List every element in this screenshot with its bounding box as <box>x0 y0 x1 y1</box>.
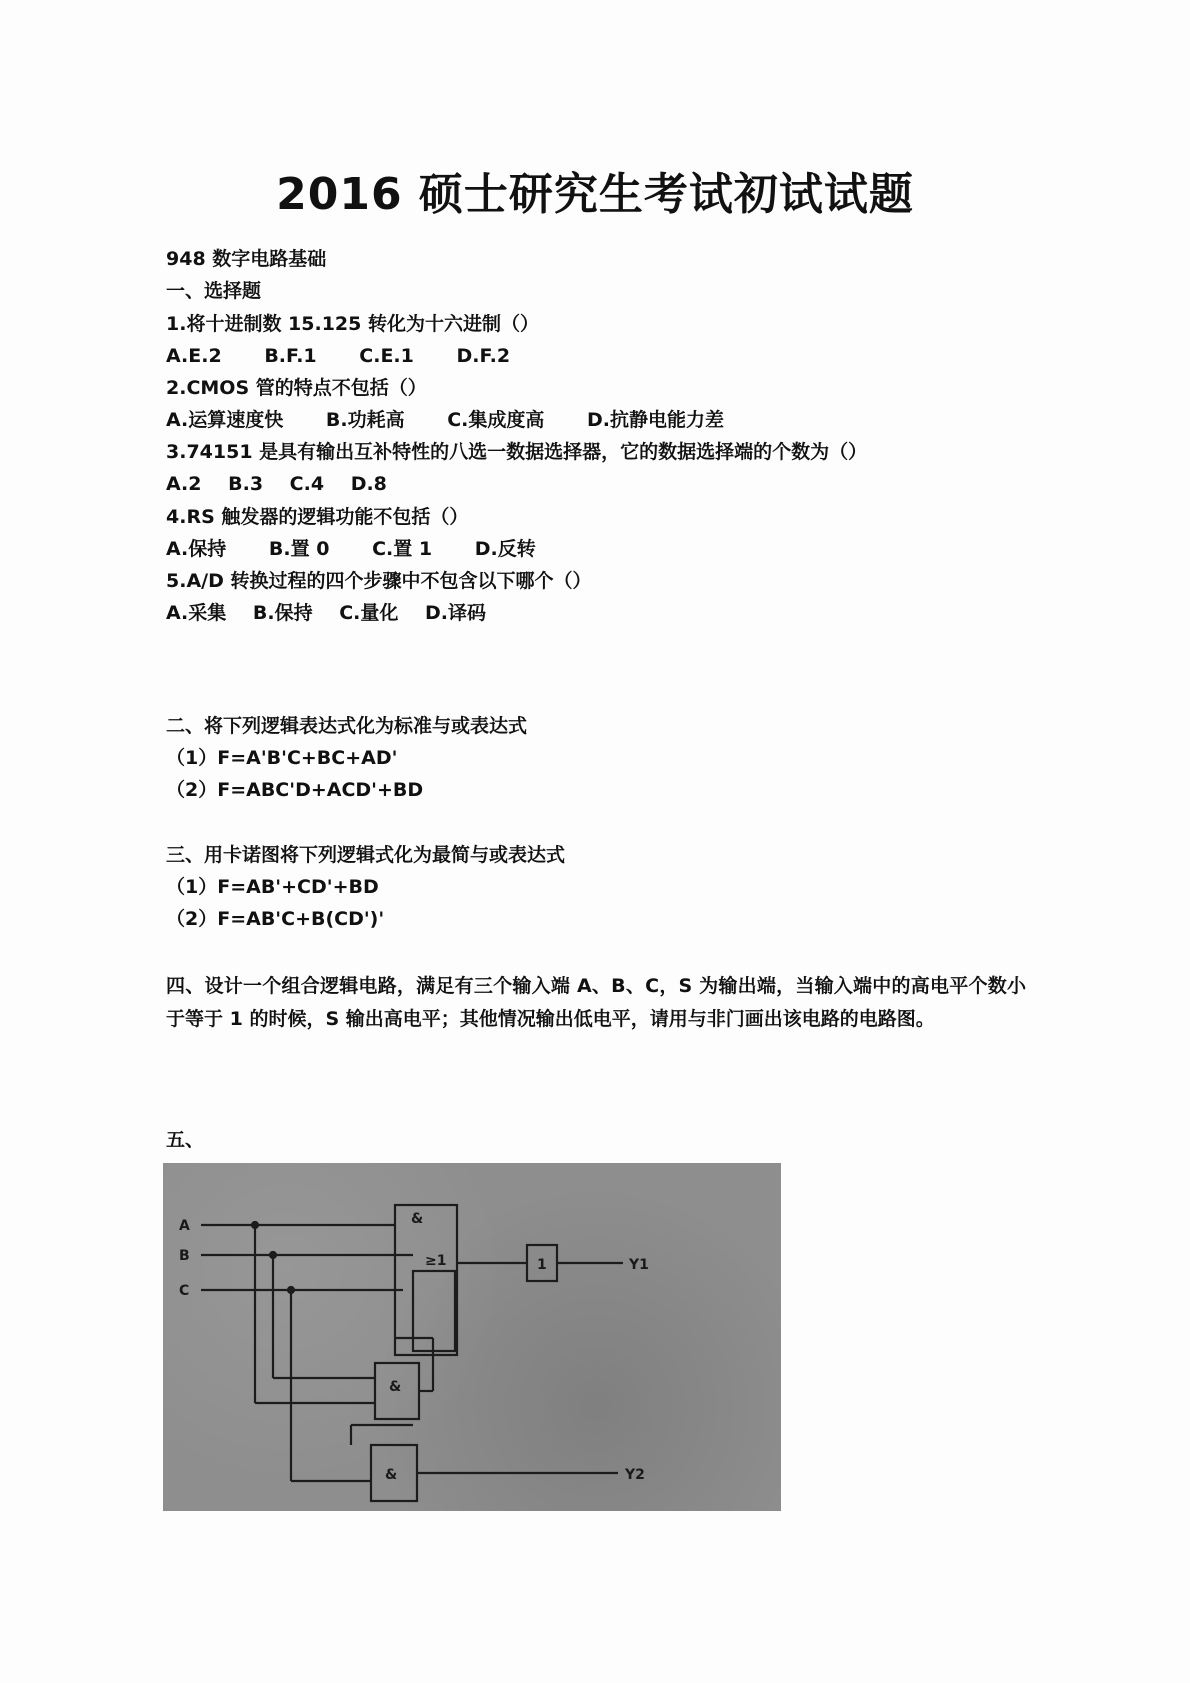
output-y2-label: Y2 <box>625 1467 645 1483</box>
option: C.量化 <box>339 602 399 624</box>
question-3-options <box>166 472 407 496</box>
option: A.2 <box>166 473 202 495</box>
option: A.运算速度快 <box>166 409 284 431</box>
option: B.F.1 <box>264 345 317 367</box>
option: A.保持 <box>166 538 227 560</box>
question-4: 4.RS 触发器的逻辑功能不包括（） <box>166 506 469 528</box>
option: C.置 1 <box>372 538 433 560</box>
section3-item-1: （1）F=AB'+CD'+BD <box>166 876 379 898</box>
section2-item-2: （2）F=ABC'D+ACD'+BD <box>166 779 424 801</box>
question-1-options <box>166 344 546 368</box>
input-b-label: B <box>179 1248 190 1264</box>
input-c-label: C <box>179 1283 190 1299</box>
question-5: 5.A/D 转换过程的四个步骤中不包含以下哪个（） <box>166 570 592 592</box>
option: D.译码 <box>425 602 487 624</box>
circuit-figure <box>163 1163 781 1511</box>
option: B.保持 <box>252 602 313 624</box>
section2-item-1: （1）F=A'B'C+BC+AD' <box>166 747 398 769</box>
option: B.3 <box>228 473 264 495</box>
input-a-label: A <box>179 1218 190 1234</box>
option: D.反转 <box>474 538 536 560</box>
option: D.抗静电能力差 <box>587 409 725 431</box>
gate-symbol: & <box>411 1211 424 1227</box>
circuit-diagram <box>163 1163 781 1511</box>
option: B.置 0 <box>268 538 330 560</box>
gate-symbol: & <box>385 1467 398 1483</box>
section4-text: 四、设计一个组合逻辑电路，满足有三个输入端 A、B、C，S 为输出端，当输入端中的高电平个数小于等于 1 的时候，S 输出高电平；其他情况输出低电平，请用与非门画出该电路的电路图。 <box>166 975 1026 1030</box>
output-y1-label: Y1 <box>629 1257 649 1273</box>
option: D.8 <box>350 473 387 495</box>
gate-symbol: & <box>389 1379 402 1395</box>
page-title: 2016 硕士研究生考试初试试题 <box>276 169 914 220</box>
section3-heading: 三、用卡诺图将下列逻辑式化为最简与或表达式 <box>166 844 566 866</box>
option: C.4 <box>289 473 325 495</box>
question-2-options <box>166 408 760 432</box>
section1-heading: 一、选择题 <box>166 280 262 302</box>
question-2: 2.CMOS 管的特点不包括（） <box>166 377 427 399</box>
option: A.E.2 <box>166 345 222 367</box>
section5-heading: 五、 <box>166 1129 205 1151</box>
question-3: 3.74151 是具有输出互补特性的八选一数据选择器，它的数据选择端的个数为（） <box>166 441 868 463</box>
question-1: 1.将十进制数 15.125 转化为十六进制（） <box>166 313 539 335</box>
section2-heading: 二、将下列逻辑表达式化为标准与或表达式 <box>166 715 528 737</box>
question-5-options <box>166 601 506 625</box>
gate-symbol: ≥1 <box>425 1253 447 1269</box>
option: D.F.2 <box>456 345 511 367</box>
option: A.采集 <box>166 602 227 624</box>
option: B.功耗高 <box>325 409 405 431</box>
gate-symbol: 1 <box>537 1257 547 1273</box>
option: C.E.1 <box>359 345 414 367</box>
section3-item-2: （2）F=AB'C+B(CD')' <box>166 908 385 930</box>
question-4-options <box>166 537 572 561</box>
option: C.集成度高 <box>447 409 545 431</box>
subject-line: 948 数字电路基础 <box>166 248 327 270</box>
